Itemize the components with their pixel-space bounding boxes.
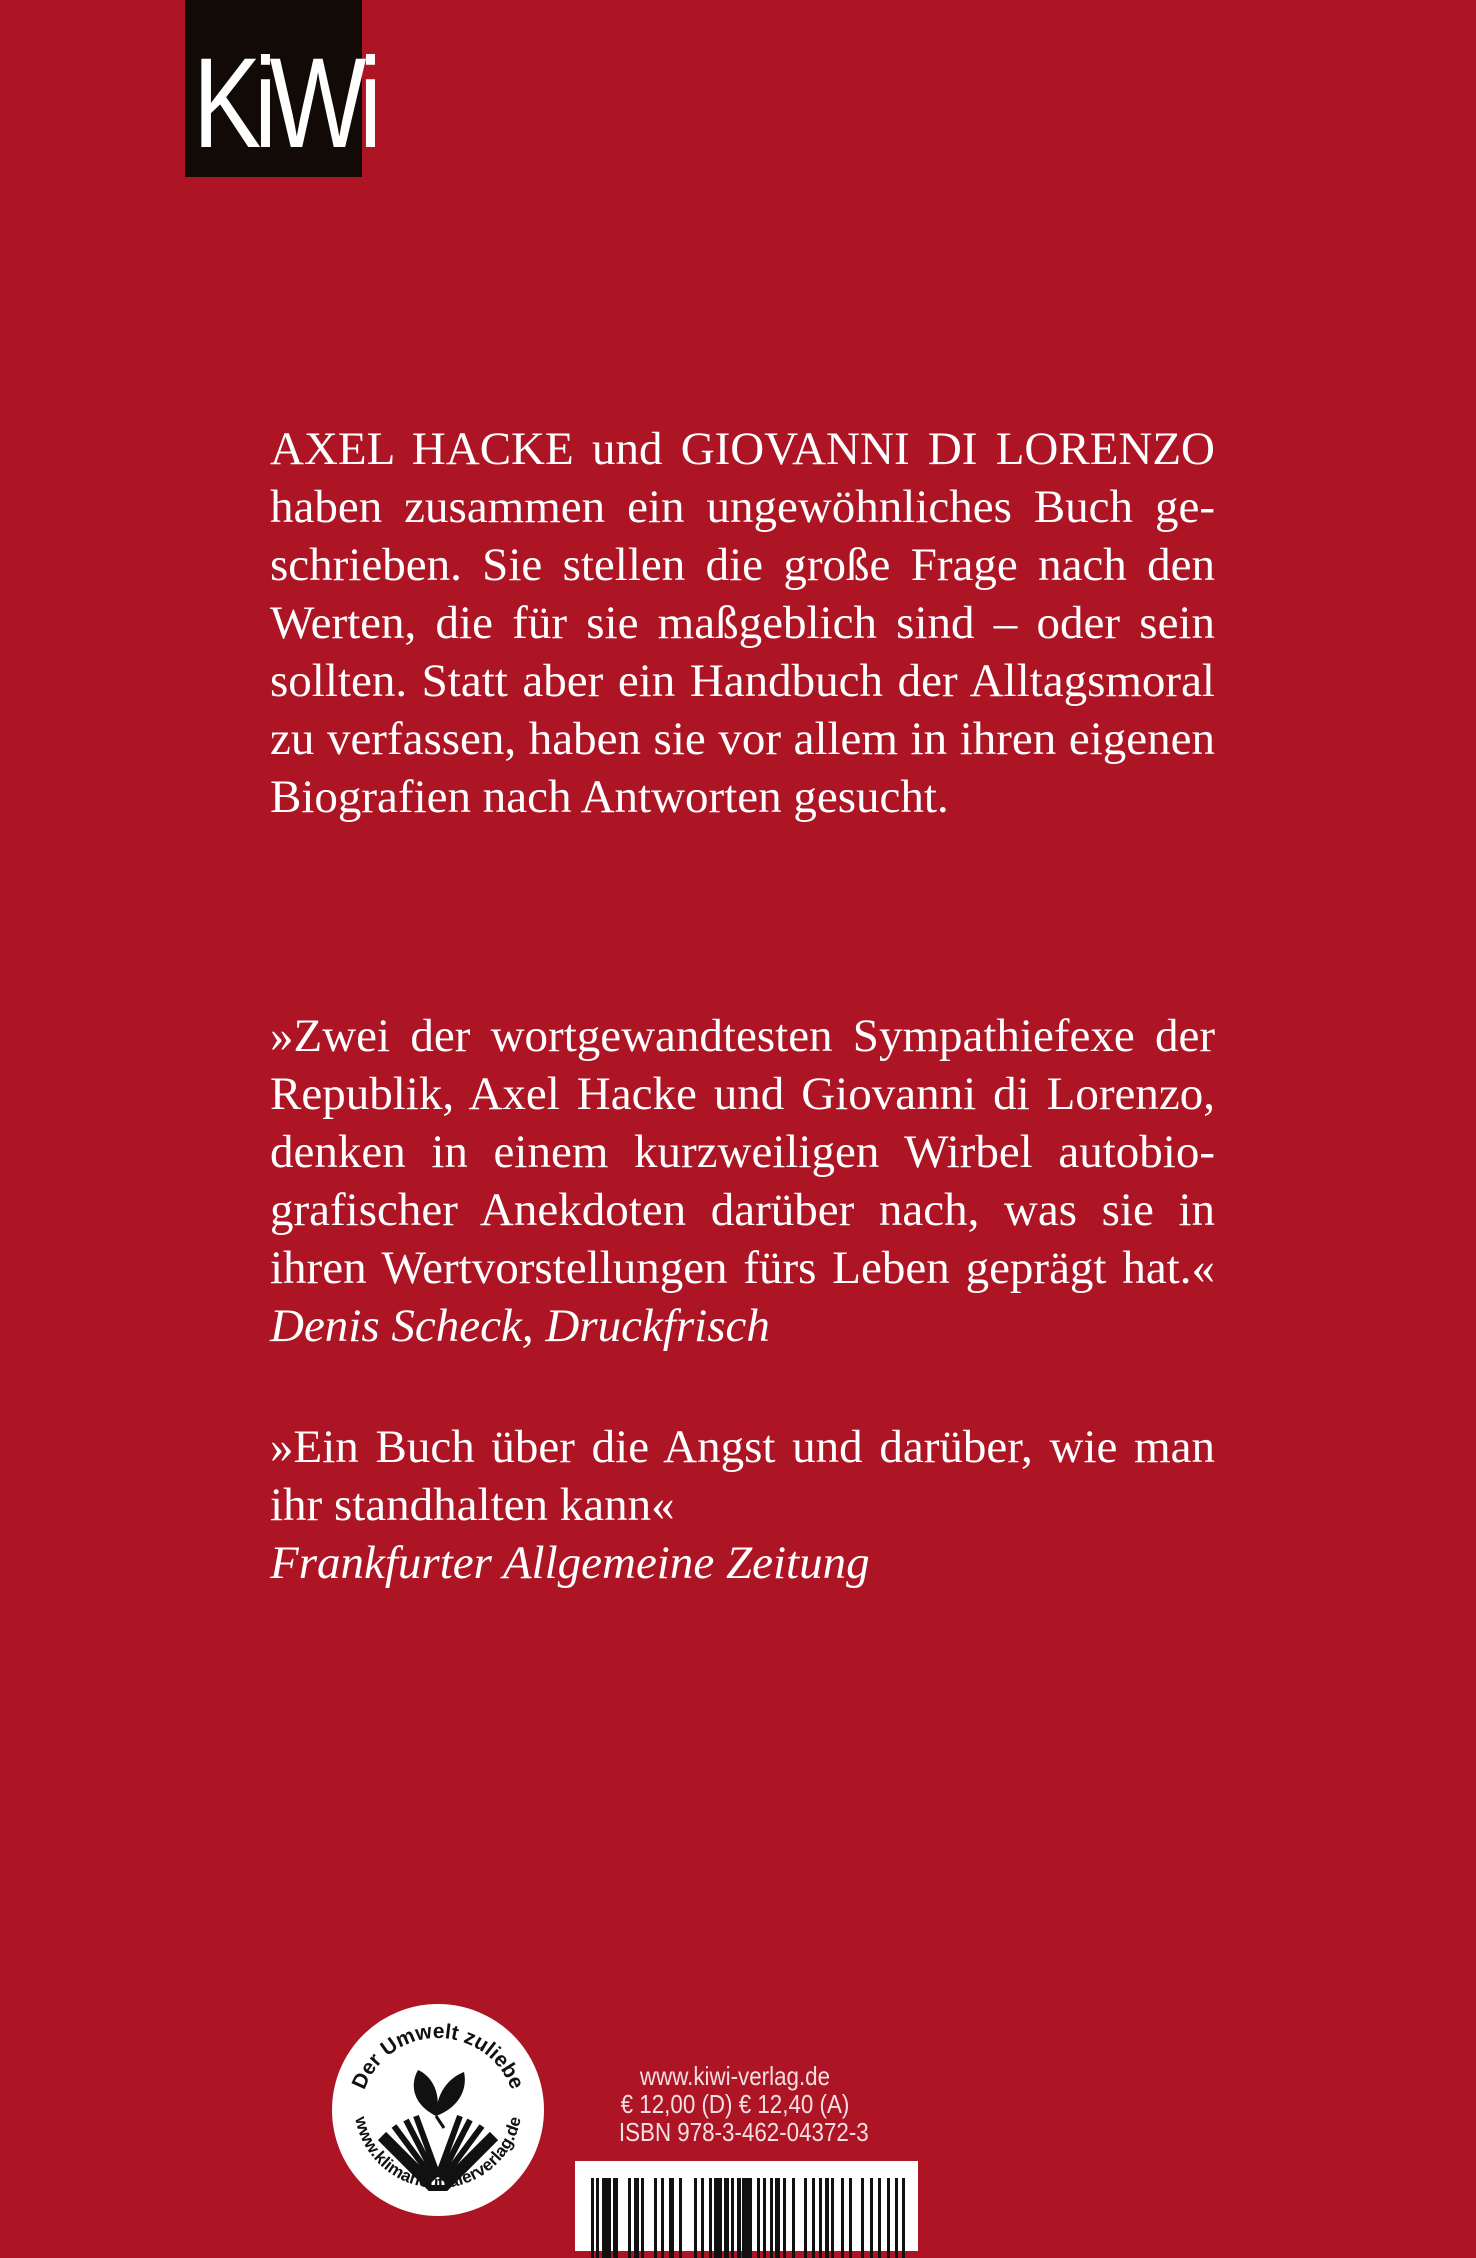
barcode-bar [792, 2178, 795, 2258]
barcode-bar [701, 2178, 704, 2258]
barcode-bar [831, 2178, 834, 2258]
barcode-bar [613, 2178, 618, 2258]
price-text: € 12,00 (D) € 12,40 (A) [620, 2089, 850, 2119]
text-line: denken in einem kurzweiligen Wirbel autobio- [270, 1126, 1215, 1178]
barcode-bar [895, 2178, 898, 2258]
svg-text:Der Umwelt zuliebe [348, 2020, 529, 2093]
barcode-bar [887, 2178, 890, 2258]
quote-source: Denis Scheck, Druckfrisch [270, 1300, 770, 1352]
barcode-bar [819, 2178, 822, 2258]
text-line: AXEL HACKE und GIOVANNI DI LORENZO [270, 423, 1215, 475]
publisher-website: www.kiwi-verlag.de [639, 2061, 831, 2091]
barcode-bar [861, 2178, 864, 2258]
review-quote-faz [270, 1418, 1215, 1592]
publisher-logo [185, 0, 375, 177]
barcode-bar [724, 2178, 729, 2258]
barcode-bar [825, 2178, 829, 2258]
barcode-bar [694, 2178, 697, 2258]
text-line: »Zwei der wortgewandtesten Sympathiefexe der [270, 1010, 1215, 1062]
barcode-bar [661, 2178, 664, 2258]
isbn-text: ISBN 978-3-462-04372-3 [618, 2117, 869, 2147]
barcode-bar [641, 2178, 644, 2258]
quote-source: Frankfurter Allgemeine Zeitung [270, 1537, 870, 1589]
barcode-bar [742, 2178, 752, 2258]
barcode-bar [841, 2178, 844, 2258]
barcode-bar [804, 2178, 807, 2258]
barcode-bar [634, 2178, 639, 2258]
text-line: zu verfassen, haben sie vor allem in ihren eigenen [270, 713, 1215, 765]
text-line: Republik, Axel Hacke und Giovanni di Lorenzo, [270, 1068, 1215, 1120]
text-line: ihren Wertvorstellungen fürs Leben geprägt hat.« [270, 1242, 1215, 1294]
barcode-bar [870, 2178, 873, 2258]
book-blurb [270, 420, 1215, 826]
text-line: schrieben. Sie stellen die große Frage nach den [270, 539, 1215, 591]
barcode-bar [902, 2178, 905, 2258]
barcode-bar [775, 2178, 780, 2258]
barcode-bar [731, 2178, 734, 2258]
text-line: Biografien nach Antworten gesucht. [270, 771, 949, 823]
barcode-bar [770, 2178, 773, 2258]
barcode-bar [679, 2178, 682, 2258]
barcode-bar [714, 2178, 722, 2258]
barcode-bar [783, 2178, 786, 2258]
barcode-bar [591, 2178, 594, 2258]
text-line: Werten, die für sie maßgeblich sind – oder sein [270, 597, 1215, 649]
barcode-bar [849, 2178, 852, 2258]
barcode [575, 2161, 918, 2251]
badge-bottom-text: www.klimaneutralerverlag.de [351, 2114, 525, 2193]
barcode-bar [669, 2178, 674, 2258]
barcode-bar [602, 2178, 611, 2258]
barcode-bar [757, 2178, 760, 2258]
barcode-bar [878, 2178, 881, 2258]
price-info [600, 2062, 870, 2146]
book-with-leaves-icon [332, 2004, 544, 2216]
barcode-bar [812, 2178, 815, 2258]
barcode-bar [763, 2178, 766, 2258]
barcode-bar [596, 2178, 599, 2258]
text-line: grafischer Anekdoten darüber nach, was sie in [270, 1184, 1215, 1236]
logo-text: KiWi [193, 32, 375, 175]
badge-top-text: Der Umwelt zuliebe [347, 2019, 529, 2093]
text-line: ihr standhalten kann« [270, 1479, 675, 1531]
svg-text:www.klimaneutralerverlag.de [351, 2114, 525, 2193]
eco-badge [332, 2004, 544, 2216]
barcode-bar [709, 2178, 712, 2258]
barcode-bar [654, 2178, 657, 2258]
barcode-bar [628, 2178, 631, 2258]
text-line: »Ein Buch über die Angst und darüber, wie man [270, 1421, 1215, 1473]
barcode-bar [737, 2178, 741, 2258]
text-line: sollten. Statt aber ein Handbuch der Alltagsmoral [270, 655, 1215, 707]
text-line: haben zusammen ein ungewöhnliches Buch ge- [270, 481, 1215, 533]
review-quote-scheck [270, 1007, 1215, 1355]
